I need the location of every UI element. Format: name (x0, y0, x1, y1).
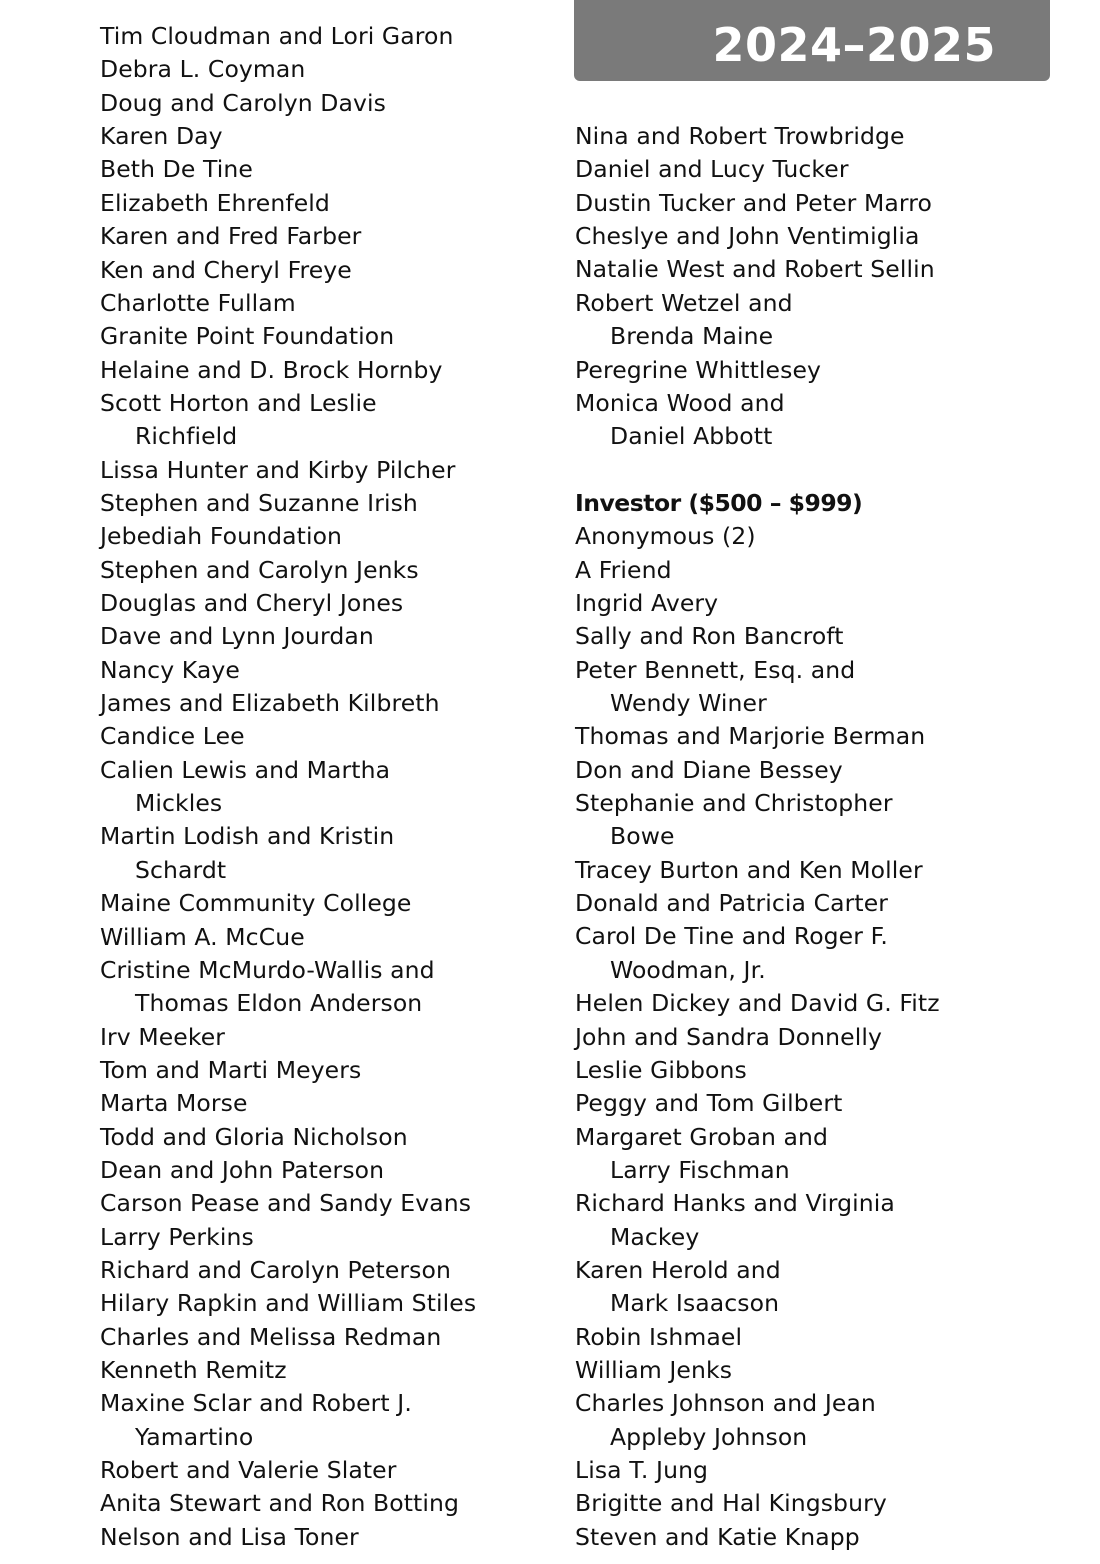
donor-name: Wendy Winer (610, 689, 767, 717)
donor-name: Nina and Robert Trowbridge (575, 122, 905, 150)
donor-name: Tom and Marti Meyers (100, 1055, 362, 1084)
donor-name: Scott Horton and Leslie (100, 388, 377, 417)
donor-name: Woodman, Jr. (610, 955, 766, 984)
donor-name: Mickles (135, 789, 223, 818)
donor-name: Dustin Tucker and Peter Marro (575, 188, 932, 217)
donor-name: William Jenks (575, 1356, 733, 1384)
donor-name: Maine Community College (100, 889, 412, 918)
donor-name: Irv Meeker (100, 1022, 226, 1051)
donor-name: Dean and John Paterson (100, 1155, 385, 1184)
year-banner-label: 2024–2025 (712, 18, 996, 72)
donor-name: Thomas and Marjorie Berman (575, 722, 926, 751)
donor-name: Charlotte Fullam (100, 288, 296, 317)
donor-name: Ingrid Avery (575, 588, 719, 617)
donor-name: Kenneth Remitz (100, 1356, 287, 1384)
donor-name: Todd and Gloria Nicholson (100, 1122, 408, 1151)
donor-name: James and Elizabeth Kilbreth (100, 689, 440, 717)
donor-name: Ken and Cheryl Freye (100, 255, 352, 284)
year-banner (574, 0, 1050, 81)
donor-name: Steven and Katie Knapp (575, 1522, 860, 1551)
donor-name: Thomas Eldon Anderson (135, 989, 423, 1018)
donor-name: Charles and Melissa Redman (100, 1322, 442, 1351)
donor-name: Mackey (610, 1222, 700, 1251)
donor-name: Daniel Abbott (610, 422, 773, 451)
donor-name: Stephanie and Christopher (575, 789, 893, 817)
donor-name: Anita Stewart and Ron Botting (100, 1489, 460, 1518)
donor-name: Stephen and Carolyn Jenks (100, 555, 419, 584)
donor-name: Monica Wood and (575, 388, 785, 417)
donor-name: Richard Hanks and Virginia (575, 1189, 895, 1218)
donor-name: Larry Perkins (100, 1222, 254, 1251)
donor-name: Douglas and Cheryl Jones (100, 589, 404, 617)
donor-name: Sally and Ron Bancroft (575, 622, 844, 651)
donor-name: Jebediah Foundation (100, 522, 343, 551)
section-heading: Investor ($500 – $999) (575, 488, 863, 517)
donor-name: Charles Johnson and Jean (575, 1389, 876, 1418)
donor-name: Helaine and D. Brock Hornby (100, 355, 443, 384)
donor-name: Helen Dickey and David G. Fitz (575, 989, 940, 1018)
donor-name: Calien Lewis and Martha (100, 755, 391, 784)
donor-name: Martin Lodish and Kristin (100, 822, 395, 851)
donor-name: Beth De Tine (100, 155, 253, 184)
donor-name: Cheslye and John Ventimiglia (575, 222, 920, 251)
donor-name: Richfield (135, 422, 238, 451)
donor-name: Lisa T. Jung (575, 1456, 709, 1484)
donor-name: Hilary Rapkin and William Stiles (100, 1289, 477, 1318)
donor-name: Schardt (135, 855, 227, 884)
donor-name: Lissa Hunter and Kirby Pilcher (100, 455, 456, 484)
donor-name: Stephen and Suzanne Irish (100, 488, 418, 517)
donor-name: Tim Cloudman and Lori Garon (100, 22, 454, 50)
donor-name: Daniel and Lucy Tucker (575, 155, 849, 184)
donor-name: Robin Ishmael (575, 1322, 743, 1351)
donor-name: Anonymous (2) (575, 522, 756, 551)
donor-name: Elizabeth Ehrenfeld (100, 188, 330, 217)
donor-name: Peggy and Tom Gilbert (575, 1089, 843, 1118)
donor-name: Appleby Johnson (610, 1422, 808, 1451)
donor-name: Nelson and Lisa Toner (100, 1522, 359, 1551)
donor-name: Carson Pease and Sandy Evans (100, 1189, 472, 1218)
donor-name: Karen Herold and (575, 1255, 781, 1284)
donor-name: Natalie West and Robert Sellin (575, 255, 935, 284)
donor-name: Brenda Maine (610, 322, 774, 351)
donor-name: Nancy Kaye (100, 655, 240, 684)
donor-name: Donald and Patricia Carter (575, 889, 889, 918)
donor-name: Leslie Gibbons (575, 1055, 747, 1084)
donor-name: Margaret Groban and (575, 1122, 829, 1151)
donor-name: Don and Diane Bessey (575, 755, 843, 784)
donor-name: Debra L. Coyman (100, 55, 306, 84)
donor-name: Granite Point Foundation (100, 322, 395, 351)
donor-name: Peter Bennett, Esq. and (575, 655, 856, 684)
donor-name: Richard and Carolyn Peterson (100, 1256, 451, 1284)
donor-name: Brigitte and Hal Kingsbury (575, 1489, 887, 1518)
donor-name: Marta Morse (100, 1089, 248, 1118)
donor-name: Yamartino (135, 1422, 254, 1451)
donor-name: Peregrine Whittlesey (575, 355, 822, 384)
donor-name: Carol De Tine and Roger F. (575, 922, 888, 951)
donor-name: Maxine Sclar and Robert J. (100, 1389, 412, 1418)
donor-name: Tracey Burton and Ken Moller (575, 855, 923, 884)
donor-name: Larry Fischman (610, 1155, 790, 1184)
donor-name: Candice Lee (100, 722, 245, 751)
donor-name: Karen and Fred Farber (100, 222, 362, 251)
donor-name: Doug and Carolyn Davis (100, 88, 386, 117)
donor-name: Robert Wetzel and (575, 288, 793, 317)
donor-name: Mark Isaacson (610, 1289, 780, 1318)
donor-name: Robert and Valerie Slater (100, 1456, 397, 1484)
donor-name: Cristine McMurdo-Wallis and (100, 955, 435, 984)
donor-name: A Friend (575, 555, 672, 584)
donor-name: Dave and Lynn Jourdan (100, 622, 374, 651)
donor-name: Bowe (610, 822, 675, 851)
donor-name: William A. McCue (100, 922, 305, 951)
donor-name: John and Sandra Donnelly (575, 1022, 882, 1051)
donor-name: Karen Day (100, 122, 223, 151)
